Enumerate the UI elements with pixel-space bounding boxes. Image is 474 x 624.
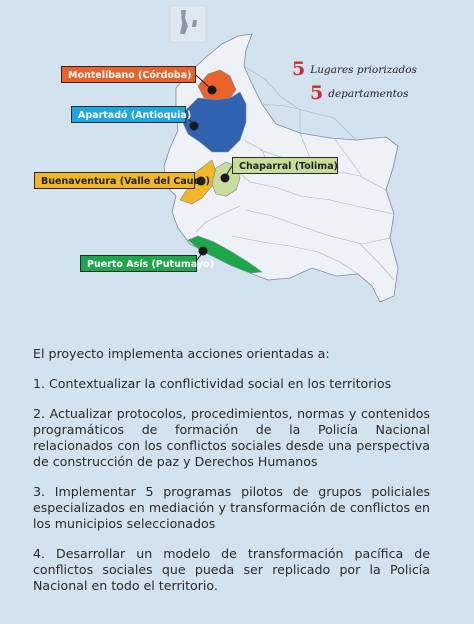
- san-andres-inset: [170, 6, 206, 42]
- action-item-1: 1. Contextualizar la conflictividad social en los territorios: [33, 376, 392, 391]
- intro-text: El proyecto implementa acciones orientadas a:: [33, 346, 330, 361]
- action-item-4: 4. Desarrollar un modelo de transformación pacífica de conflictos sociales que pueda ser replicado por la Policía Nacional en todo el territorio.: [33, 546, 430, 593]
- stat-departamentos: [310, 82, 417, 106]
- stat-lugares-number: 5: [292, 58, 306, 80]
- stat-lugares-text: Lugares priorizados: [310, 64, 417, 76]
- chaparral-label: Chaparral (Tolima): [232, 157, 338, 174]
- stat-lugares: [292, 58, 417, 82]
- monteliban-label: Montelíbano (Córdoba): [61, 66, 196, 83]
- apartado-label: Apartadó (Antioquia): [71, 106, 186, 123]
- action-item-3: 3. Implementar 5 programas pilotos de grupos policiales especializados en mediación y transformación de conflictos en los municipios seleccionados: [33, 484, 430, 531]
- stats-panel: [292, 58, 417, 106]
- action-item-2: 2. Actualizar protocolos, procedimientos, normas y contenidos programáticos de formación de la Policía Nacional relacionados con los conflictos sociales desde una perspectiva de construcción de paz y Derechos Humanos: [33, 406, 430, 469]
- project-description: [33, 346, 430, 594]
- buenaventura-label: Buenaventura (Valle del Cauca): [34, 172, 195, 189]
- stat-departamentos-number: 5: [310, 82, 324, 104]
- monteliban-marker: [208, 86, 217, 95]
- chaparral-marker: [221, 174, 230, 183]
- puerto-asis-marker: [199, 247, 208, 256]
- stat-departamentos-text: departamentos: [328, 88, 409, 100]
- puerto-asis-label: Puerto Asís (Putumayo): [80, 255, 197, 272]
